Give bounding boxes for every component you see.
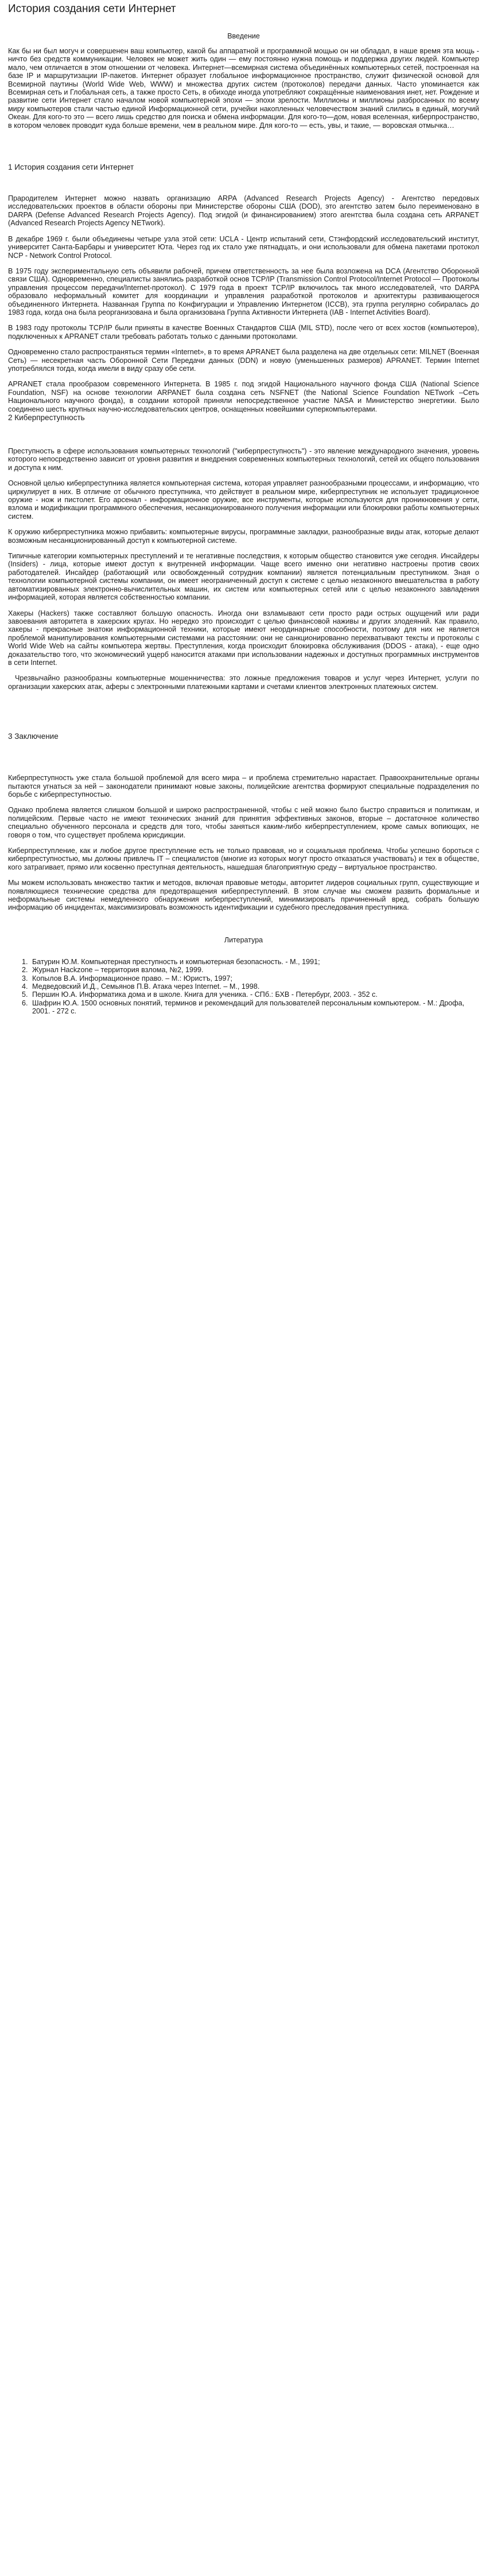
literature-list	[8, 958, 479, 1016]
literature-item: 5. Першин Ю.А. Информатика дома и в школе. Книга для ученика. - СПб.: БХВ - Петербург, 2003. - 352 с.	[30, 991, 479, 999]
section2-heading: 2 Киберпреступность	[8, 413, 85, 422]
section2-paragraph: Основной целью киберпреступника является компьютерная система, которая управляет разнообразными процессами, и информацию, что циркулирует в них. В отличие от обычного преступника, что действует в реальном мире, киберпреступник не использует традиционное оружие - нож и пистолет. Его арсенал - информационное оружие, все инструменты, которые используются для проникновения у сети, взлома и модификации программного обеспечения, несанкционированного получения информации или блокировки работы компьютерных систем.	[8, 479, 479, 520]
literature-item: 2. Журнал Hackzone – территория взлома, №2, 1999.	[30, 966, 479, 974]
section3-paragraph: Однако проблема является слишком большой и широко распространенной, чтобы с ней можно было быстро справиться и политикам, и полицейским. Первые часто не имеют технических знаний для принятия эффективных законов, вторые – достаточное количество специально обученного персонала и средств для того, чтобы заняться каким-либо киберпреступлением, кроме самых вопиющих, не говоря о том, что существует проблема юрисдикции.	[8, 806, 479, 839]
literature-heading: Литература	[224, 935, 263, 944]
intro-paragraph: Как бы ни был могуч и совершенен ваш компьютер, какой бы аппаратной и программной мощью он ни обладал, в наше время эта мощь - ничто без средств коммуникации. Человек не может жить один — ему постоянно нужна помощь и поддержка других людей. Компьютер мало, чем отличается в этом отношении от человека. Интернет—всемирная система объединённых компьютерных сетей, построенная на базе IP и маршрутизации IP-пакетов. Интернет образует глобальное информационное пространство, служит физической основой для Всемирной паутины (World Wide Web, WWW) и множества других систем (протоколов) передачи данных. Часто упоминается как Всемирная сеть и Глобальная сеть, а также просто Сеть, в обиходе иногда употребляют сокращённые наименования инет, нет. Рождение и развитие сети Интернет стало началом новой компьютерной эпохи — эпохи зрелости. Миллионы и миллионы разбросанных по всему миру компьютеров стали частью единой Информационной сети, ручейки накопленных человечеством знаний слились в единый, могучий Океан. Для кого-то это — всего лишь средство для поиска и обмена информации. Для кого-то—дом, новая вселенная, киберпространство, в котором человек проводит куда больше времени, чем в реальном мире. Для кого-то — есть, увы, и такие, — воровская отмычка…	[8, 47, 479, 130]
section2-paragraph: Хакеры (Hackers) также составляют большую опасность. Иногда они взламывают сети просто ради острых ощущений или ради завоевания авторитета в хакерских кругах. Но нередко это происходит с целью финансовой наживы и других злодеяний. Как правило, хакеры - прекрасные знатоки информационной техники, которые имеют неординарные способности, поэтому для них не является проблемой манипулирования компьютерными системами на расстоянии: они не санкционированно перехватывают тексты и протоколы с World Wide Web на сайты компьютера жертвы. Преступления, когда происходит блокировка обслуживания (DDOS - атака), - еще одно доказательство того, что экономический ущерб наносится атаками при использовании надежных и доступных программных инструментов в сети Internet.	[8, 609, 479, 667]
section2-paragraph: К оружию киберпреступника можно прибавить: компьютерные вирусы, программные закладки, разнообразные виды атак, которые делают возможным несанкционированный доступ к компьютерной системе.	[8, 528, 479, 545]
section3-paragraph: Мы можем использовать множество тактик и методов, включая правовые методы, авторитет лидеров социальных групп, существующие и появляющиеся технические средства для предотвращения киберпреступлений. В этом случае мы сможем развить формальные и неформальные системы немедленного обнаружения киберпреступлений, минимизировать причиненный вред, собрать большую информацию об инцидентах, максимизировать возможность идентификации и судебного преследования преступника.	[8, 879, 479, 912]
section2-paragraph: Чрезвычайно разнообразны компьютерные мошенничества: это ложные предложения товаров и услуг через Интернет, услуги по организации хакерских атак, аферы с электронными платежными картами и счетами клиентов электронных платежных систем.	[8, 674, 479, 691]
literature-item: 6. Шафрин Ю.А. 1500 основных понятий, терминов и рекомендаций для пользователей персональным компьютером. - М.: Дрофа, 2001. - 272 с.	[30, 999, 479, 1016]
section1-paragraph: В 1983 году протоколы TCP/IP были приняты в качестве Военных Стандартов США (MIL STD), после чего от всех хостов (компьютеров), подключенных к APRANET стали требовать работать только с данными протоколами.	[8, 324, 479, 340]
section3-paragraph: Киберпреступность уже стала большой проблемой для всего мира – и проблема стремительно нарастает. Правоохранительные органы пытаются угнаться за ней – законодатели принимают новые законы, полицейские агентства формируют специальные подразделения по борьбе с киберпреступностью.	[8, 774, 479, 798]
document-title: История создания сети Интернет	[8, 3, 176, 15]
literature-item: 3. Копылов В.А. Информационное право. – М.: Юристъ, 1997;	[30, 974, 479, 982]
section1-heading: 1 История создания сети Интернет	[8, 163, 134, 172]
literature-item: 4. Медведовский И.Д., Семьянов П.В. Атака через Internet. – М., 1998.	[30, 982, 479, 991]
intro-heading: Введение	[227, 32, 260, 40]
literature-item: 1. Батурин Ю.М. Компьютерная преступность и компьютерная безопасность. - М., 1991;	[30, 958, 479, 966]
section3-paragraph: Киберпреступление, как и любое другое преступление есть не только правовая, но и социальная проблема. Чтобы успешно бороться с киберпреступностью, мы должны привлечь IT – специалистов (многие из которых могут просто отказаться участвовать) и тех в обществе, кого затрагивает, прямо или косвенно преступная деятельность, нашедшая благоприятную среду – виртуальное пространство.	[8, 847, 479, 871]
section3-heading: 3 Заключение	[8, 732, 59, 741]
section1-paragraph: В декабре 1969 г. были объединены четыре узла этой сети: UCLA - Центр испытаний сети, Стэнфордский исследовательский институт, университет Санта-Барбары и университет Юта. Через год их стало уже пятнадцать, и они использовали для обмена пакетами протокол NCP - Network Control Protocol.	[8, 234, 479, 260]
section1-paragraph: Одновременно стало распространяться термин «Internet», в то время APRANET была разделена на две отдельных сети: MILNET (Военная Сеть) — несекретная часть Оборонной Сети Передачи данных (DDN) и новую (уменьшенных размеров) APRANET. Термин Internet употреблялся тогда, когда имели в виду сразу обе сети.	[8, 348, 479, 373]
section1-paragraph: APRANET стала прообразом современного Интернета. В 1985 г. под эгидой Национального научного фонда США (National Science Foundation, NSF) на основе технологии ARPANET была создана сеть NSFNET (the National Science Foundation NETwork –Сеть Национального научного фонда), в создании которой приняли непосредственное участие NASA и Министерство энергетики. Было соединено шесть крупных научно-исследовательских центров, оснащенных новейшими суперкомпьютерами.	[8, 380, 479, 413]
section2-paragraph: Типичные категории компьютерных преступлений и те негативные последствия, к которым общество становится уже сегодня. Инсайдеры (Insiders) - лица, которые имеют доступ к внутренней информации. Чаще всего именно они негативно настроены против своих работодателей. Инсайдер (работающий или освобожденный сотрудник компании) является потенциальным преступником. Зная о технологии компьютерной системы компании, он имеет неограниченный доступ к системе с целью незаконного вмешательства в работу автоматизированных электронно-вычислительных машин, их систем или компьютерных сетей или с целью незаконного завладения информацией, которая является собственностью компании.	[8, 552, 479, 602]
section1-paragraph: В 1975 году экспериментальную сеть объявили рабочей, причем ответственность за нее была возложена на DCA (Агентство Оборонной связи США). Одновременно, специалисты занялись разработкой основ TCP/IP (Transmission Control Protocol/Internet Protocol — Протоколы управления процессом передачи/Internet-протокол). С 1979 года в проект TCP/IP включилось так много исследователей, что DARPA образовало неформальный комитет для координации и управления разработкой протоколов и архитектуры развивающегося объединенного Интернета. Названная Группа по Конфигурации и Управлению Интернетом (ICCB), эта группа регулярно собиралась до 1983 года, когда она была реорганизована и была организована Группа Активности Интернета (IAB - Internet Activities Board).	[8, 267, 479, 316]
section1-paragraph: Прародителем Интернет можно назвать организацию ARPA (Advanced Research Projects Agency) - Агентство передовых исследовательских проектов в области обороны при Министерстве обороны США (DOD), это агентство затем было переименовано в DARPA (Defense Advanced Research Projects Agency). Под эгидой (и финансированием) этого агентства была создана сеть ARPANET (Advanced Research Projects Agency NETwork).	[8, 194, 479, 228]
section2-paragraph: Преступность в сфере использования компьютерных технологий ("киберпреступность") - это явление международного значения, уровень которого непосредственно зависит от уровня развития и внедрения современных компьютерных технологий, сетей их общего пользования и доступа к ним.	[8, 447, 479, 472]
document-page	[0, 2, 486, 1016]
